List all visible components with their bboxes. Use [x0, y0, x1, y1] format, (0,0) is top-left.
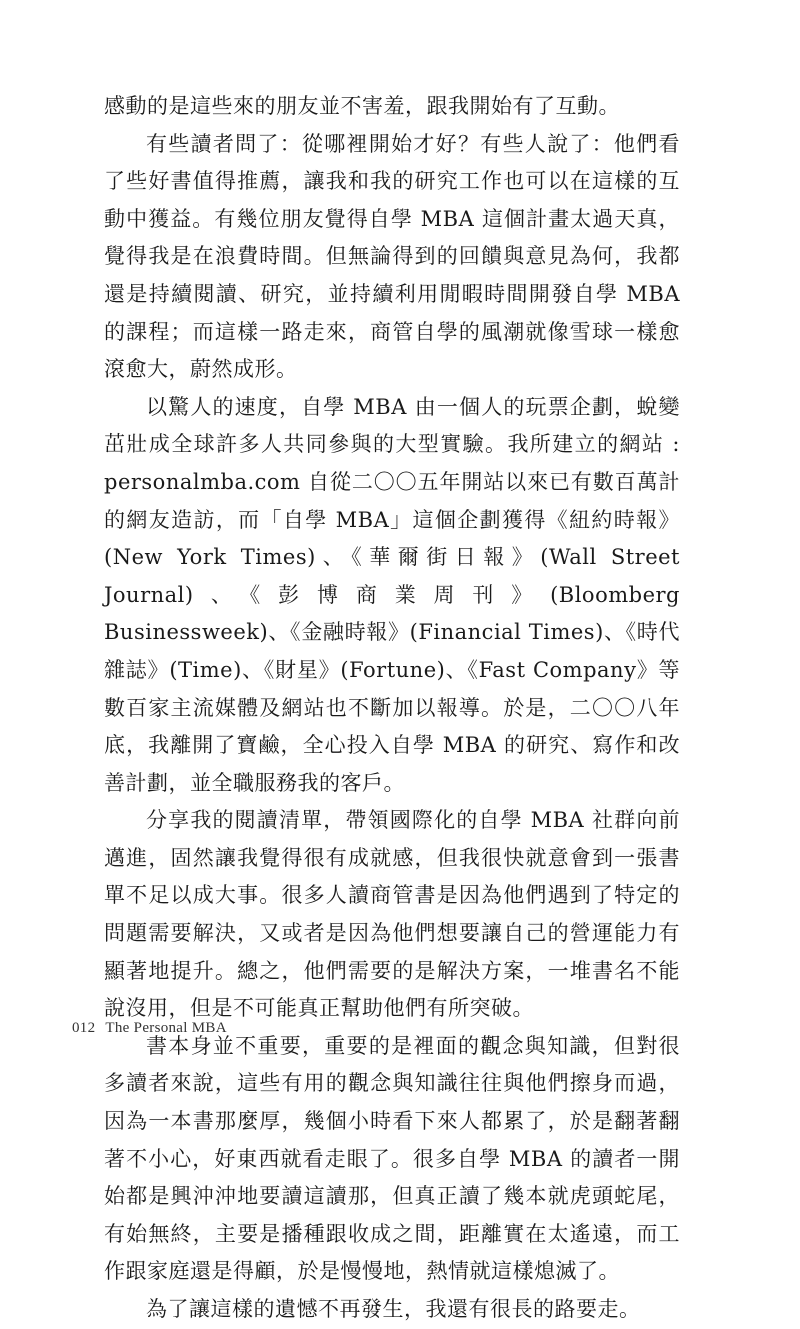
page-body [104, 88, 680, 1329]
page-number: 012 [72, 1020, 96, 1036]
paragraph: 為了讓這樣的遺憾不再發生，我還有很長的路要走。 [146, 1297, 641, 1321]
book-title: The Personal MBA [105, 1020, 227, 1036]
paragraph: 書本身並不重要，重要的是裡面的觀念與知識，但對很多讀者來說，這些有用的觀念與知識往往與他們擦身而過，因為一本書那麼厚，幾個小時看下來人都累了，於是翻著翻著不小心，好東西就看走眼了。很多自學 MBA 的讀者一開始都是興沖沖地要讀這讀那，但真正讀了幾本就虎頭蛇尾，有始無終，主要是播種跟收成之間，距離實在太遙遠，而工作跟家庭還是得顧，於是慢慢地，熱情就這樣熄滅了。 [104, 1033, 680, 1284]
paragraph: 以驚人的速度，自學 MBA 由一個人的玩票企劃，蛻變茁壯成全球許多人共同參與的大型實驗。我所建立的網站 : personalmba.com 自從二〇〇五年開站以來已有數百萬計的網友造訪，而「自學 MBA」這個企劃獲得《紐約時報》(New York Times)、《華爾街日報》(Wall Street Journal)、《彭博商業周刊》(Bloomberg Businessweek)、《金融時報》(Financial Times)、《時代雜誌》(Time)、《財星》(Fortune)、《Fast Company》等數百家主流媒體及網站也不斷加以報導。於是，二〇〇八年底，我離開了寶鹼，全心投入自學 MBA 的研究、寫作和改善計劃，並全職服務我的客戶。 [104, 394, 680, 795]
paragraph: 分享我的閱讀清單，帶領國際化的自學 MBA 社群向前邁進，固然讓我覺得很有成就感，但我很快就意會到一張書單不足以成大事。很多人讀商管書是因為他們遇到了特定的問題需要解決，又或者是因為他們想要讓自己的營運能力有顯著地提升。總之，他們需要的是解決方案，一堆書名不能說沒用，但是不可能真正幫助他們有所突破。 [104, 808, 680, 1021]
paragraph: 感動的是這些來的朋友並不害羞，跟我開始有了互動。 [104, 94, 620, 118]
paragraph: 有些讀者問了：從哪裡開始才好？有些人說了：他們看了些好書值得推薦，讓我和我的研究工作也可以在這樣的互動中獲益。有幾位朋友覺得自學 MBA 這個計畫太過天真，覺得我是在浪費時間。但無論得到的回饋與意見為何，我都還是持續閱讀、研究，並持續利用閒暇時間開發自學 MBA 的課程；而這樣一路走來，商管自學的風潮就像雪球一樣愈滾愈大，蔚然成形。 [104, 131, 680, 382]
page-footer [72, 1020, 227, 1037]
